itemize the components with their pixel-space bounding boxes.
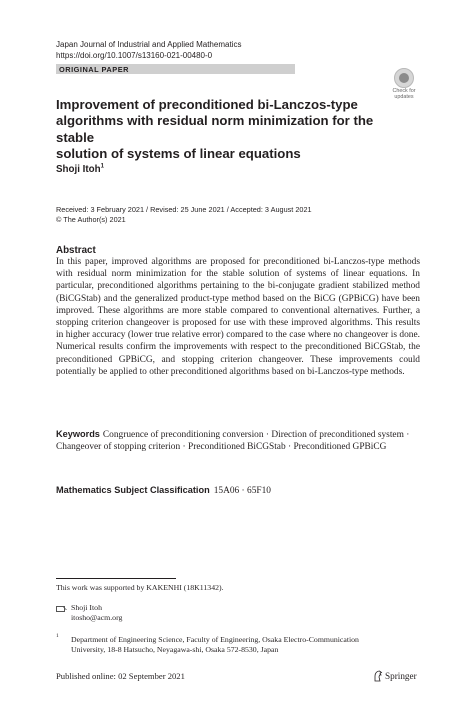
title-line: algorithms with residual norm minimization for the stable	[56, 113, 374, 145]
abstract-heading: Abstract	[56, 245, 96, 256]
corresponding-name: Shoji Itoh	[71, 603, 102, 612]
msc-heading: Mathematics Subject Classification	[56, 485, 210, 495]
keywords	[56, 428, 420, 453]
published-online: Published online: 02 September 2021	[56, 671, 185, 681]
check-for-updates-badge[interactable]	[388, 68, 420, 101]
check-for-updates-label: Check for updates	[392, 88, 416, 100]
check-for-updates-icon	[394, 68, 414, 88]
keywords-heading: Keywords	[56, 429, 100, 439]
footnote-divider	[56, 578, 176, 579]
springer-horse-icon	[373, 670, 383, 682]
title-line: Improvement of preconditioned bi-Lanczos-type	[56, 97, 358, 112]
corresponding-email[interactable]: itosho@acm.org	[71, 613, 123, 622]
history-dates: Received: 3 February 2021 / Revised: 25 June 2021 / Accepted: 3 August 2021	[56, 205, 312, 214]
affiliation	[71, 635, 371, 655]
affiliation-mark: 1	[100, 163, 104, 170]
section-label: ORIGINAL PAPER	[59, 64, 129, 74]
journal-name: Japan Journal of Industrial and Applied Mathematics	[56, 40, 242, 49]
funding-note: This work was supported by KAKENHI (18K11342).	[56, 583, 224, 592]
msc-codes: 15A06 · 65F10	[213, 486, 271, 496]
publisher-name: Springer	[385, 670, 417, 681]
publisher-logo[interactable]	[373, 669, 417, 682]
author-name[interactable]: Shoji Itoh	[56, 164, 101, 175]
abstract-text: In this paper, improved algorithms are proposed for preconditioned bi-Lanczos-type methods with residual norm minimization for the stable solution of systems of linear equations. In particular, preconditioned algorithms pertaining to the bi-conjugate gradient stabilized method (BiCGStab) and the generalized product-type method based on the BiCG (GPBiCG) have been improved. These algorithms are more stable compared to conventional alternatives. Further, a stopping criterion changeover is proposed for use with these improved algorithms. This results in higher accuracy (lower true relative error) compared to the case where no changeover is done. Numerical results confirm the improvements with respect to the preconditioned BiCGStab, the preconditioned GPBiCG, and stopping criterion changeover. These improvements could potentially be applied to other preconditioned algorithms based on bi-Lanczos-type methods.	[56, 257, 420, 377]
journal-header	[56, 39, 316, 61]
envelope-icon	[56, 606, 65, 612]
author	[56, 164, 104, 176]
title-line: solution of systems of linear equations	[56, 146, 301, 162]
corresponding-author	[71, 603, 122, 623]
subject-classification	[56, 484, 420, 497]
affiliation-line: Department of Engineering Science, Faculty of Engineering, Osaka Electro-Communication	[71, 635, 359, 644]
keywords-text: Congruence of preconditioning conversion · Direction of preconditioned system · Changeover of stopping criterion · Preconditioned BiCGStab · Preconditioned GPBiCG	[56, 430, 410, 453]
affiliation-line: University, 18-8 Hatsucho, Neyagawa-shi, Osaka 572-8530, Japan	[71, 645, 279, 654]
paper-title	[56, 97, 386, 163]
doi-link[interactable]: https://doi.org/10.1007/s13160-021-00480-0	[56, 51, 213, 60]
affiliation-number: 1	[56, 633, 59, 639]
copyright: © The Author(s) 2021	[56, 215, 126, 224]
article-dates	[56, 205, 436, 225]
